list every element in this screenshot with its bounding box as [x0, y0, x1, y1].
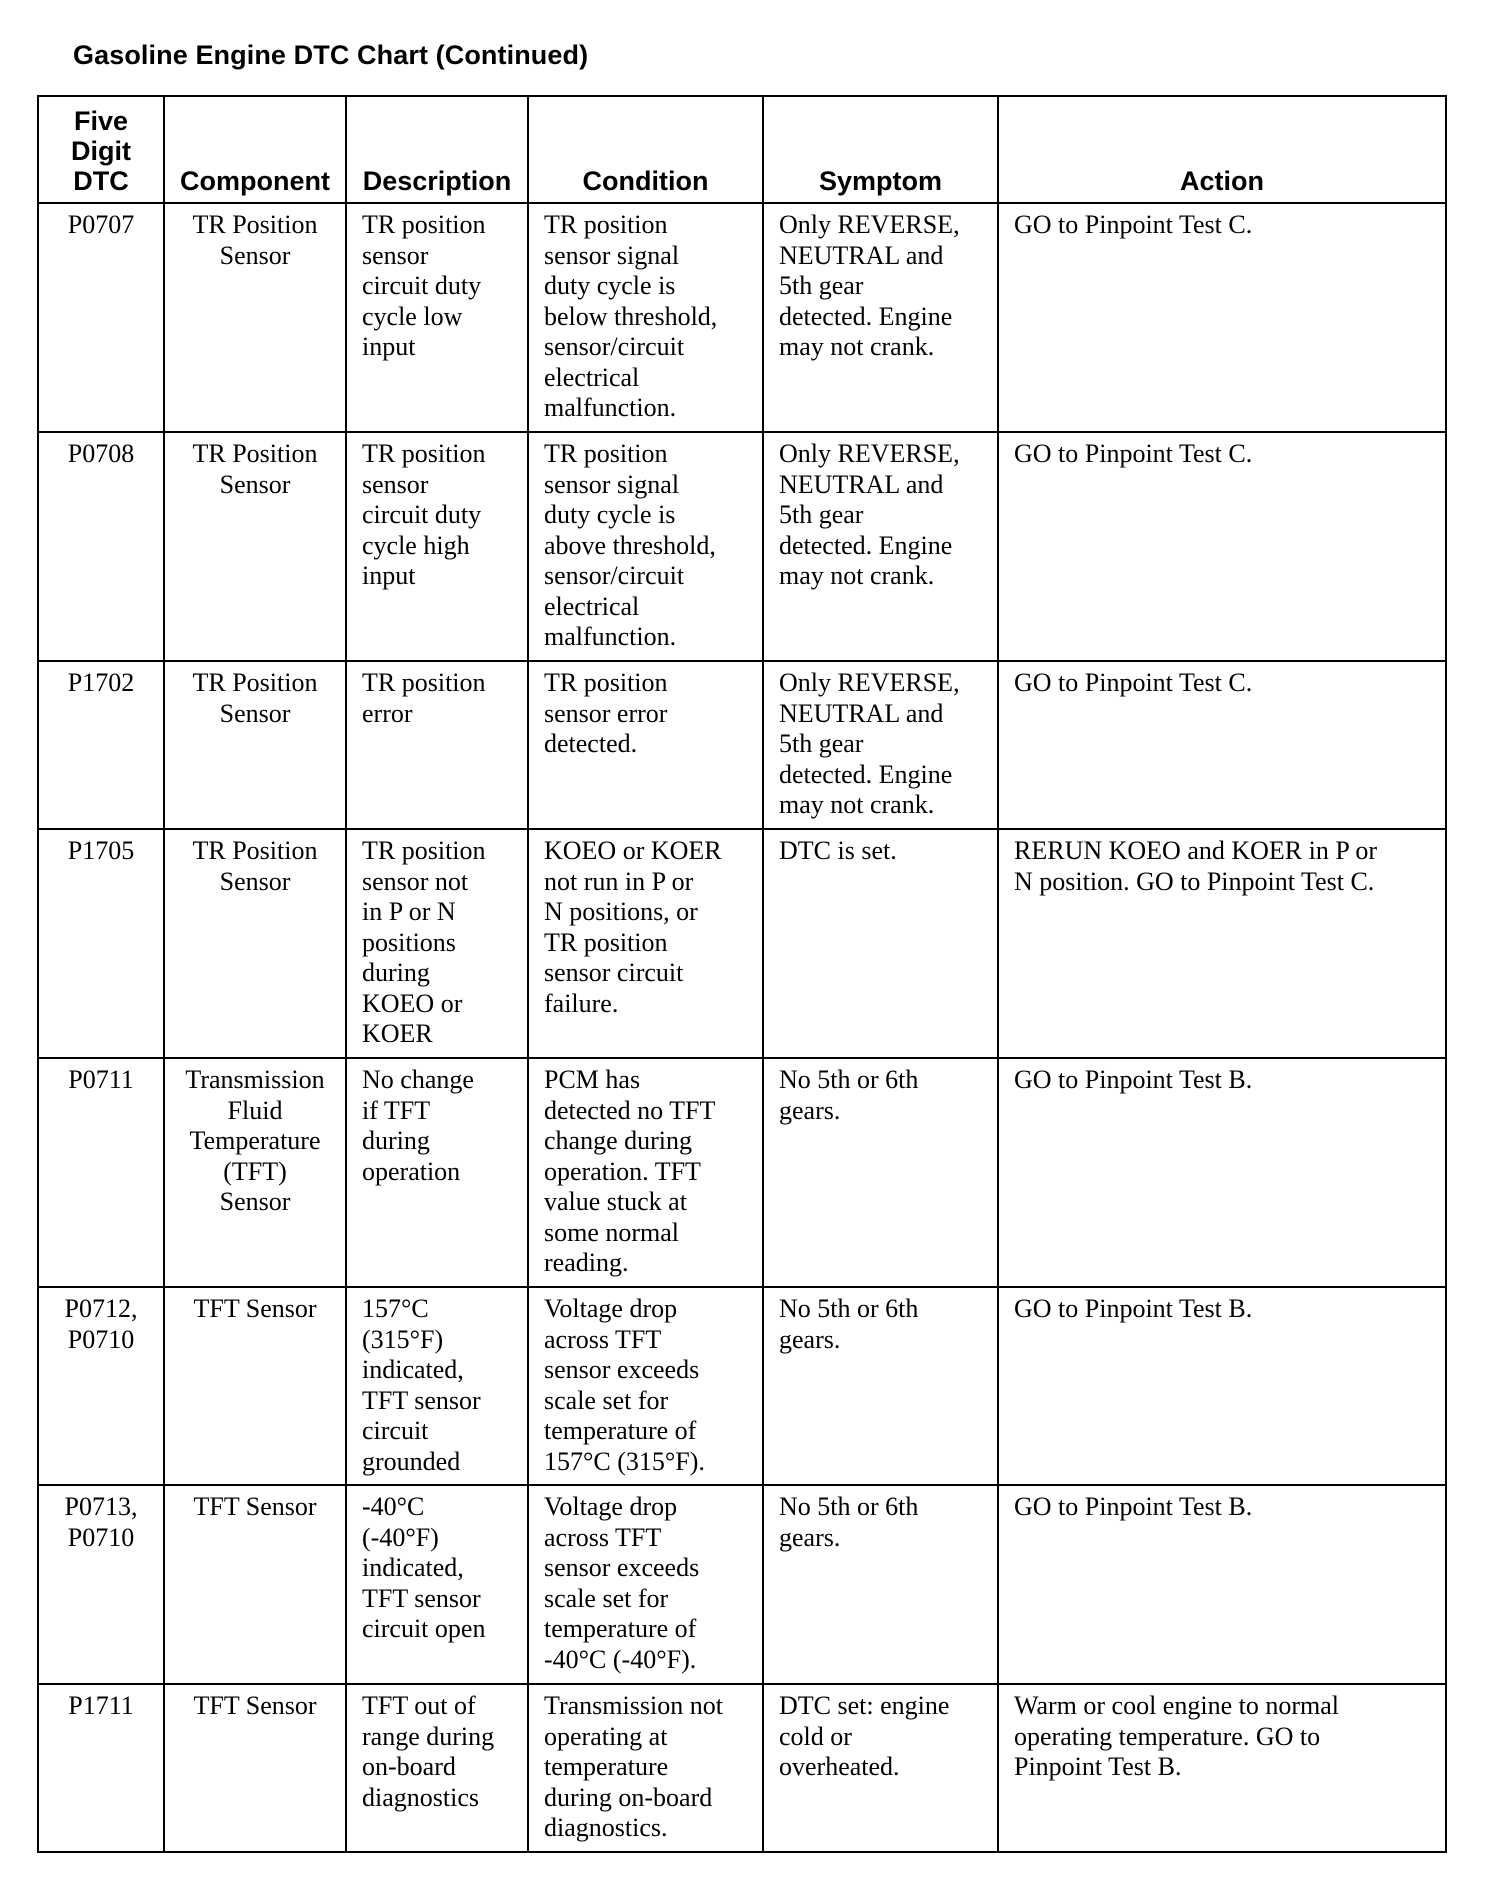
- cell-action: GO to Pinpoint Test B.: [998, 1287, 1446, 1485]
- cell-condition: Transmission not operating at temperature during on-board diagnostics.: [528, 1684, 763, 1852]
- cell-condition: Voltage drop across TFT sensor exceeds scale set for temperature of -40°C (-40°F).: [528, 1485, 763, 1684]
- cell-action: Warm or cool engine to normal operating temperature. GO to Pinpoint Test B.: [998, 1684, 1446, 1852]
- cell-description: TR position sensor not in P or N positions during KOEO or KOER: [346, 829, 528, 1058]
- cell-component: TR Position Sensor: [164, 432, 346, 661]
- cell-condition: Voltage drop across TFT sensor exceeds scale set for temperature of 157°C (315°F).: [528, 1287, 763, 1485]
- cell-dtc: P1702: [38, 661, 164, 829]
- cell-dtc: P0712, P0710: [38, 1287, 164, 1485]
- cell-condition: KOEO or KOER not run in P or N positions, or TR position sensor circuit failure.: [528, 829, 763, 1058]
- table-body: [38, 203, 1446, 1852]
- cell-condition: TR position sensor error detected.: [528, 661, 763, 829]
- cell-component: TR Position Sensor: [164, 661, 346, 829]
- cell-component: TR Position Sensor: [164, 203, 346, 432]
- cell-dtc: P1705: [38, 829, 164, 1058]
- cell-component: TFT Sensor: [164, 1485, 346, 1684]
- header-condition: Condition: [528, 96, 763, 203]
- cell-component: TFT Sensor: [164, 1684, 346, 1852]
- cell-dtc: P0713, P0710: [38, 1485, 164, 1684]
- cell-action: GO to Pinpoint Test B.: [998, 1485, 1446, 1684]
- cell-dtc: P0707: [38, 203, 164, 432]
- cell-symptom: No 5th or 6th gears.: [763, 1485, 998, 1684]
- cell-description: TR position error: [346, 661, 528, 829]
- cell-action: GO to Pinpoint Test B.: [998, 1058, 1446, 1287]
- cell-description: -40°C (-40°F) indicated, TFT sensor circuit open: [346, 1485, 528, 1684]
- table-row: [38, 829, 1446, 1058]
- cell-description: TFT out of range during on-board diagnostics: [346, 1684, 528, 1852]
- cell-symptom: No 5th or 6th gears.: [763, 1287, 998, 1485]
- cell-dtc: P1711: [38, 1684, 164, 1852]
- header-row: [38, 96, 1446, 203]
- cell-symptom: DTC set: engine cold or overheated.: [763, 1684, 998, 1852]
- header-symptom: Symptom: [763, 96, 998, 203]
- cell-action: GO to Pinpoint Test C.: [998, 203, 1446, 432]
- header-component: Component: [164, 96, 346, 203]
- header-description: Description: [346, 96, 528, 203]
- table-row: [38, 432, 1446, 661]
- cell-action: RERUN KOEO and KOER in P or N position. GO to Pinpoint Test C.: [998, 829, 1446, 1058]
- table-row: [38, 1485, 1446, 1684]
- cell-symptom: No 5th or 6th gears.: [763, 1058, 998, 1287]
- cell-component: TFT Sensor: [164, 1287, 346, 1485]
- table-row: [38, 1287, 1446, 1485]
- dtc-table: [37, 95, 1447, 1853]
- cell-description: 157°C (315°F) indicated, TFT sensor circuit grounded: [346, 1287, 528, 1485]
- cell-description: No change if TFT during operation: [346, 1058, 528, 1287]
- cell-symptom: Only REVERSE, NEUTRAL and 5th gear detected. Engine may not crank.: [763, 432, 998, 661]
- cell-action: GO to Pinpoint Test C.: [998, 432, 1446, 661]
- cell-description: TR position sensor circuit duty cycle low input: [346, 203, 528, 432]
- cell-symptom: DTC is set.: [763, 829, 998, 1058]
- cell-component: TR Position Sensor: [164, 829, 346, 1058]
- header-action: Action: [998, 96, 1446, 203]
- cell-dtc: P0708: [38, 432, 164, 661]
- cell-symptom: Only REVERSE, NEUTRAL and 5th gear detected. Engine may not crank.: [763, 203, 998, 432]
- table-row: [38, 661, 1446, 829]
- table-row: [38, 1058, 1446, 1287]
- cell-action: GO to Pinpoint Test C.: [998, 661, 1446, 829]
- page-title: Gasoline Engine DTC Chart (Continued): [73, 40, 589, 70]
- table-row: [38, 203, 1446, 432]
- cell-condition: TR position sensor signal duty cycle is above threshold, sensor/circuit electrical malfunction.: [528, 432, 763, 661]
- cell-condition: PCM has detected no TFT change during operation. TFT value stuck at some normal reading.: [528, 1058, 763, 1287]
- cell-description: TR position sensor circuit duty cycle high input: [346, 432, 528, 661]
- cell-condition: TR position sensor signal duty cycle is below threshold, sensor/circuit electrical malfunction.: [528, 203, 763, 432]
- cell-component: Transmission Fluid Temperature (TFT) Sensor: [164, 1058, 346, 1287]
- table-row: [38, 1684, 1446, 1852]
- table-header: [38, 96, 1446, 203]
- cell-symptom: Only REVERSE, NEUTRAL and 5th gear detected. Engine may not crank.: [763, 661, 998, 829]
- cell-dtc: P0711: [38, 1058, 164, 1287]
- header-dtc: Five Digit DTC: [38, 96, 164, 203]
